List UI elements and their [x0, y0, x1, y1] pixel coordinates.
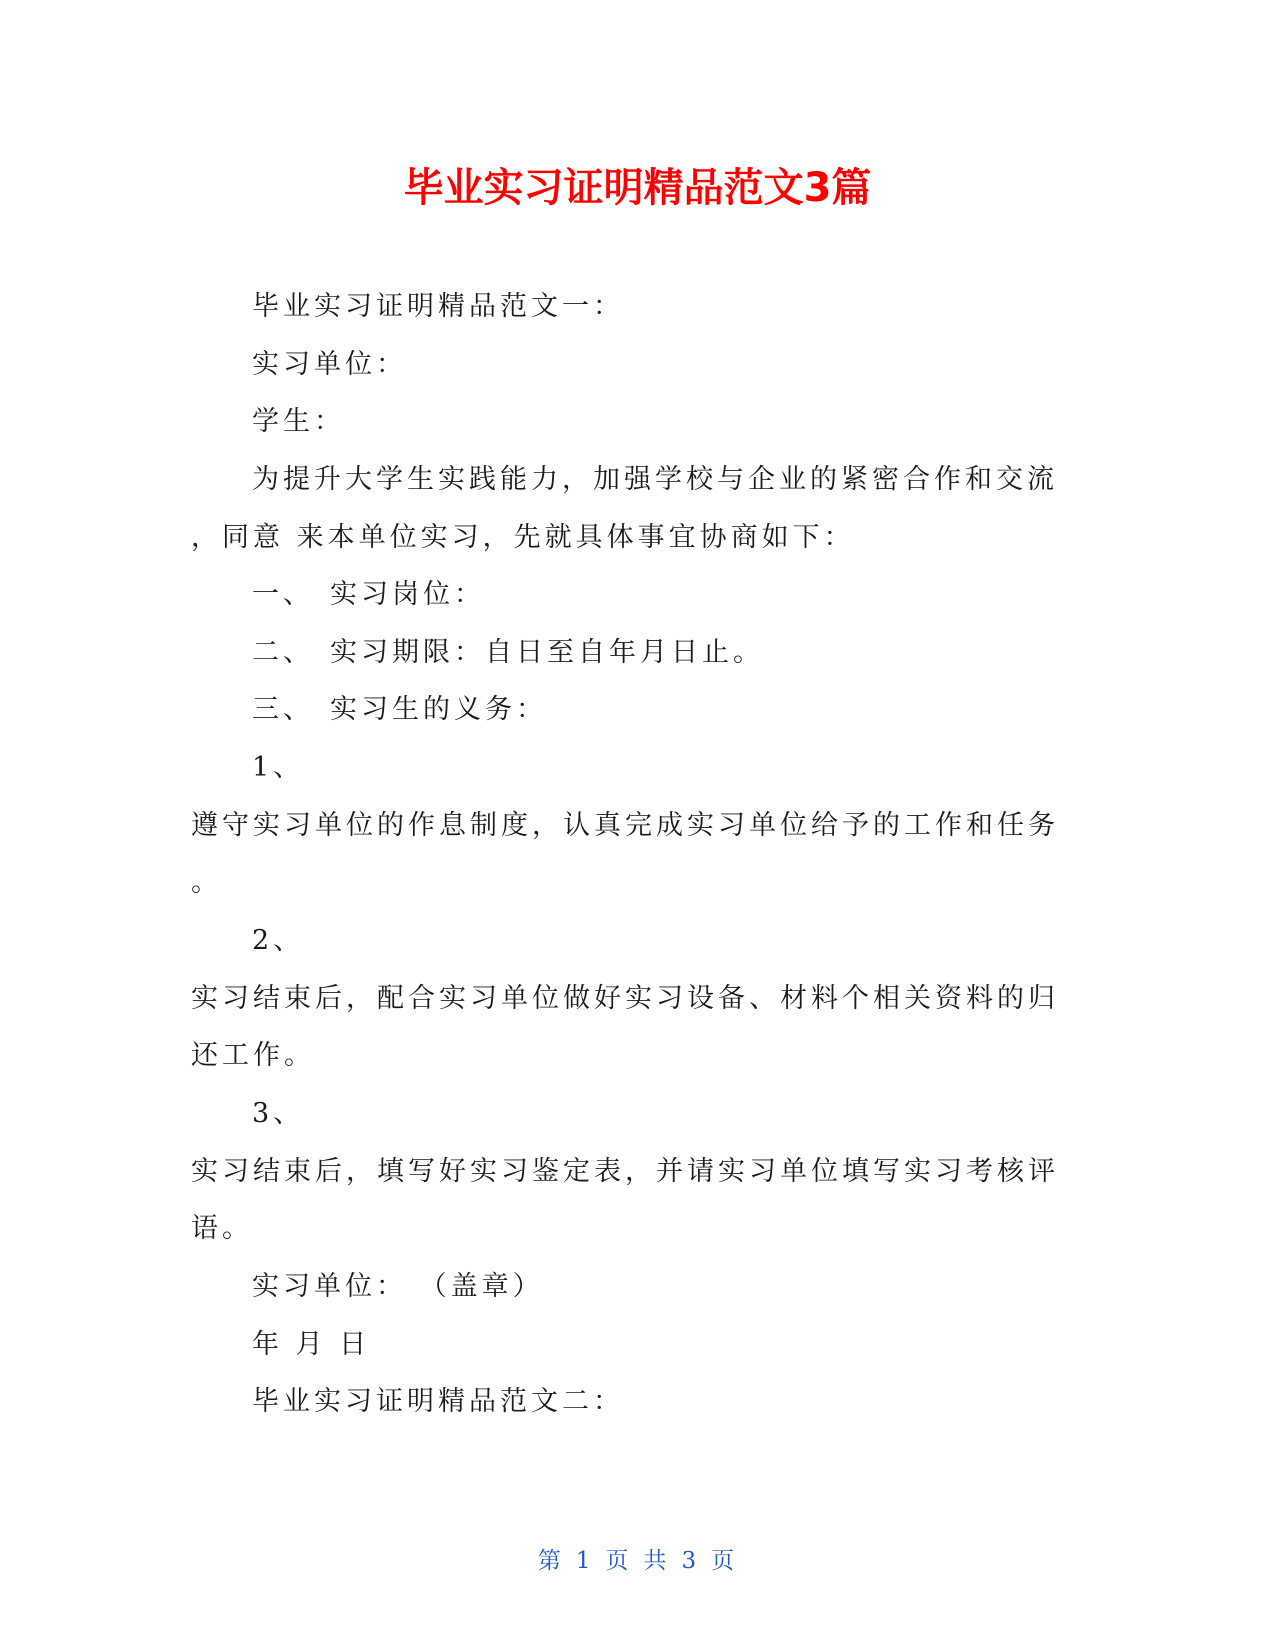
total-pages: 3: [681, 1548, 700, 1574]
signature-unit-line: 实习单位： （盖章）: [252, 1271, 544, 1302]
body-paragraph-line: 语。: [191, 1213, 253, 1244]
total-unit: 页: [711, 1548, 738, 1574]
student-label: 学生：: [252, 406, 345, 437]
total-label: 共: [643, 1548, 670, 1574]
sub-item-number: 3、: [252, 1098, 305, 1129]
sub-item-number: 2、: [252, 925, 305, 956]
internship-unit-label: 实习单位：: [252, 349, 407, 380]
body-paragraph-line: 。: [191, 867, 222, 898]
page-number: 1: [575, 1548, 594, 1574]
item-text: 实习生的义务：: [330, 694, 547, 725]
body-paragraph-line: 实习结束后，配合实习单位做好实习设备、材料个相关资料的归: [191, 983, 1059, 1014]
item-number: 三、: [252, 694, 314, 725]
page-unit: 页: [605, 1548, 632, 1574]
numbered-item-2: [252, 633, 764, 673]
numbered-item-1: [252, 575, 485, 615]
body-paragraph-line: 为提升大学生实践能力，加强学校与企业的紧密合作和交流: [252, 464, 1058, 495]
section-heading-2: 毕业实习证明精品范文二：: [252, 1386, 624, 1417]
numbered-item-3: [252, 690, 547, 730]
body-paragraph-line: 还工作。: [191, 1040, 315, 1071]
body-paragraph-line: 实习结束后，填写好实习鉴定表，并请实习单位填写实习考核评: [191, 1156, 1059, 1187]
body-paragraph-line: ，同意 来本单位实习，先就具体事宜协商如下：: [191, 522, 855, 553]
item-text: 实习期限：自日至自年月日止。: [330, 637, 764, 668]
document-title: 毕业实习证明精品范文3篇: [403, 165, 872, 211]
date-line: 年 月 日: [252, 1329, 371, 1360]
page-label: 第: [537, 1548, 564, 1574]
sub-item-number: 1、: [252, 752, 305, 783]
item-number: 二、: [252, 637, 314, 668]
item-text: 实习岗位：: [330, 579, 485, 610]
page-footer: [0, 1545, 1275, 1577]
item-number: 一、: [252, 579, 314, 610]
section-heading-1: 毕业实习证明精品范文一：: [252, 291, 624, 322]
body-paragraph-line: 遵守实习单位的作息制度，认真完成实习单位给予的工作和任务: [191, 810, 1059, 841]
